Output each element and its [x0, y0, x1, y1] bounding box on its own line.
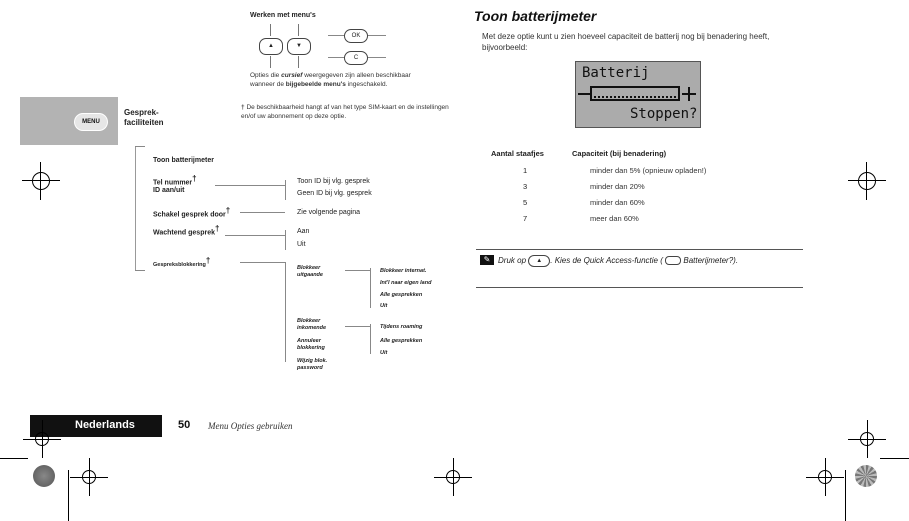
dagger-note: † De beschikbaarheid hangt af van het type SIM-kaart en de instellingen en/of uw abonnement op deze optie.: [241, 104, 449, 120]
display-line2: Stoppen?: [630, 106, 698, 122]
id-option-hide[interactable]: Geen ID bij vlg. gesprek: [297, 190, 372, 197]
tree-item-barring[interactable]: Gespreksblokkering†: [153, 256, 211, 268]
table-row-bars: 7: [523, 214, 528, 223]
outgoing-international[interactable]: Blokkeer internat.: [380, 268, 427, 274]
tip-text: Druk op ▲ . Kies de Quick Access-functie ( Batterijmeter?).: [498, 256, 739, 265]
table-row-capacity: minder dan 20%: [590, 182, 645, 191]
footer-section-title: Menu Opties gebruiken: [208, 421, 293, 431]
block-option-outgoing[interactable]: Blokkeer uitgaande: [297, 265, 323, 278]
up-key-icon: ▲: [259, 38, 283, 55]
battery-display: [575, 61, 701, 128]
tree-item-waiting[interactable]: Wachtend gesprek†: [153, 224, 220, 237]
menus-box-title: Werken met menu's: [250, 12, 316, 19]
tree-item-battery[interactable]: Toon batterijmeter: [153, 157, 214, 164]
registration-mark-icon: [818, 470, 832, 484]
ok-c-keys-diagram: [328, 24, 388, 68]
outgoing-all[interactable]: Alle gesprekken: [380, 292, 423, 298]
registration-mark-icon: [858, 172, 876, 190]
registration-mark-icon: [32, 172, 50, 190]
arrow-keys-diagram: [252, 24, 322, 70]
outgoing-off[interactable]: Uit: [380, 303, 388, 309]
tip-rule-top: [476, 249, 803, 250]
down-key-icon: ▼: [287, 38, 311, 55]
battery-bar-icon: [578, 84, 696, 104]
table-row-capacity: minder dan 60%: [590, 198, 645, 207]
table-row-capacity: meer dan 60%: [590, 214, 639, 223]
display-line1: Batterij: [582, 65, 650, 81]
table-header-bars: Aantal staafjes: [491, 149, 544, 158]
table-row-capacity: minder dan 5% (opnieuw opladen!): [590, 166, 707, 175]
registration-mark-icon: [82, 470, 96, 484]
section-intro: Met deze optie kunt u zien hoeveel capaciteit de batterij nog bij benadering heeft, bijvoorbeeld:: [482, 32, 770, 52]
footer-page-number: 50: [178, 419, 191, 431]
section-heading: Toon batterijmeter: [474, 8, 597, 24]
waiting-option-on[interactable]: Aan: [297, 228, 310, 235]
footer-language: Nederlands: [75, 419, 135, 431]
block-option-incoming[interactable]: Blokkeer inkomende: [297, 318, 327, 331]
registration-mark-icon: [35, 432, 49, 446]
menus-box-note: Opties die cursief weergegeven zijn alleen beschikbaar wanneer de bijgebeelde menu's ingeschakeld.: [250, 72, 411, 88]
outgoing-intl-home[interactable]: Int'l naar eigen land: [380, 280, 432, 286]
tree-item-caller-id[interactable]: Tel nummer† ID aan/uit: [153, 174, 197, 195]
color-target-icon: [33, 465, 55, 487]
up-key-icon: ▲: [528, 255, 550, 267]
see-next-page: Zie volgende pagina: [297, 209, 361, 216]
incoming-roaming[interactable]: Tijdens roaming: [380, 324, 423, 330]
table-row-bars: 3: [523, 182, 528, 191]
table-row-bars: 1: [523, 166, 528, 175]
menu-title: Gesprek- faciliteiten: [124, 108, 164, 127]
waiting-option-off[interactable]: Uit: [297, 241, 306, 248]
block-option-password[interactable]: Wijzig blok. password: [297, 358, 328, 371]
incoming-off[interactable]: Uit: [380, 350, 388, 356]
registration-mark-icon: [446, 470, 460, 484]
menu-key-icon: MENU: [74, 113, 108, 131]
tree-item-divert[interactable]: Schakel gesprek door†: [153, 206, 231, 219]
incoming-all[interactable]: Alle gesprekken: [380, 338, 423, 344]
c-key-icon: C: [344, 51, 368, 65]
table-header-capacity: Capaciteit (bij benadering): [572, 149, 667, 158]
id-option-show[interactable]: Toon ID bij vlg. gesprek: [297, 178, 370, 185]
ok-key-icon: OK: [344, 29, 368, 43]
menu-mini-icon: [665, 256, 681, 265]
registration-mark-icon: [860, 432, 874, 446]
tip-rule-bottom: [476, 287, 803, 288]
block-option-cancel[interactable]: Annuleer blokkering: [297, 338, 325, 351]
table-row-bars: 5: [523, 198, 528, 207]
tip-pen-icon: ✎: [480, 255, 494, 265]
color-target-icon: [855, 465, 877, 487]
